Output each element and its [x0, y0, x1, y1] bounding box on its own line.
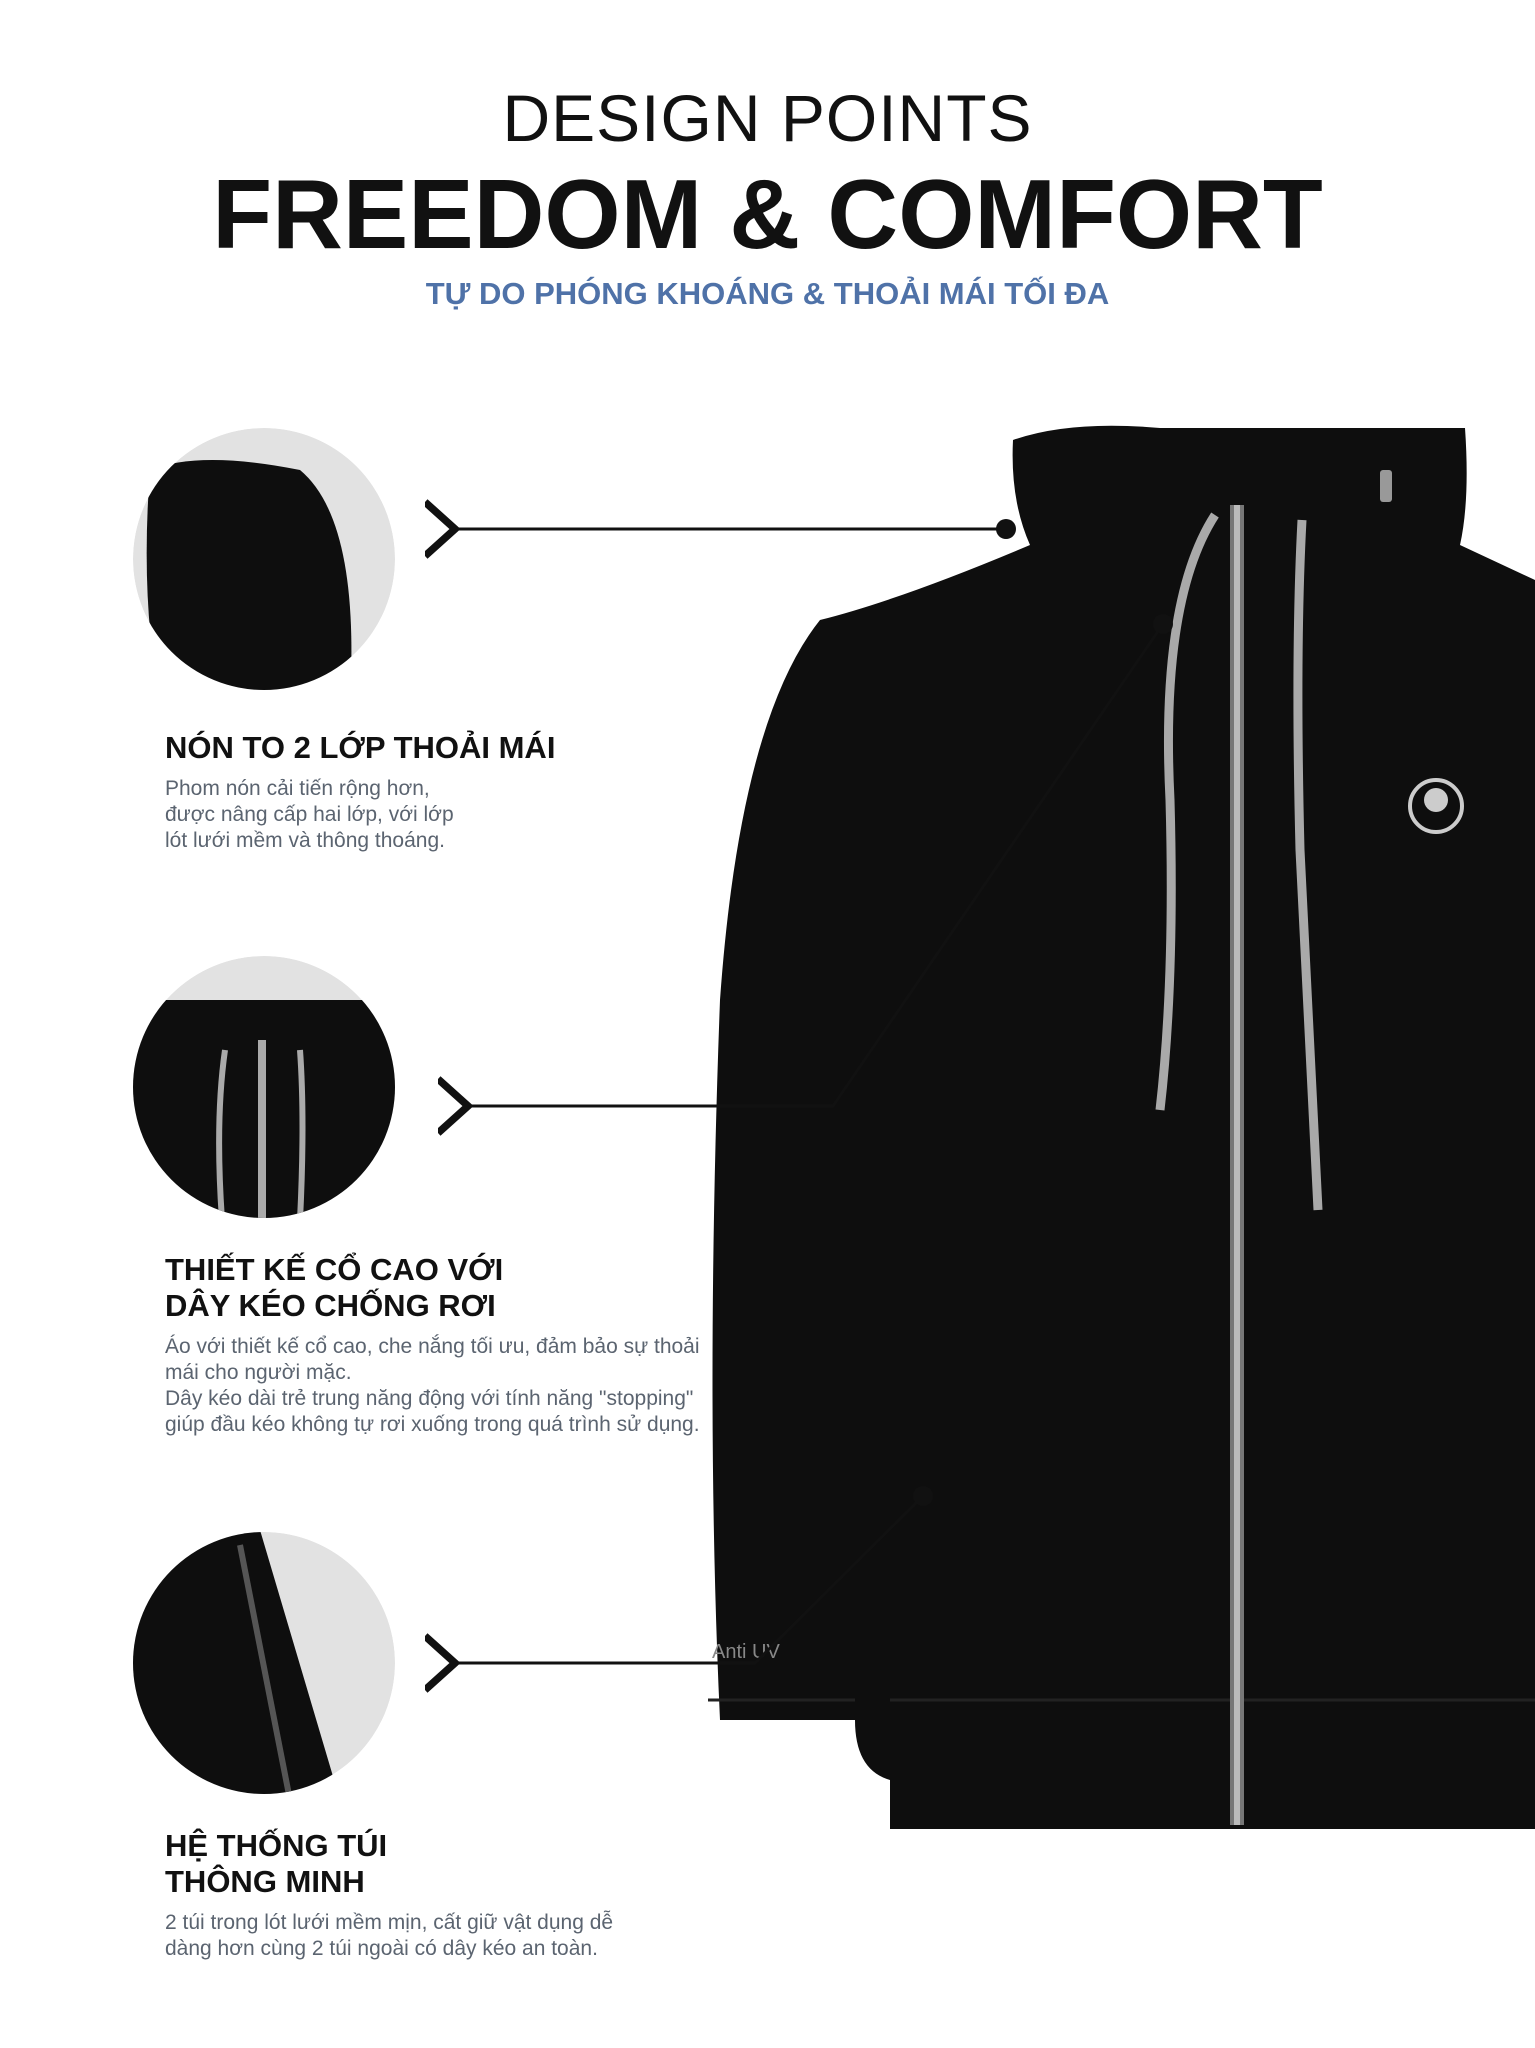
kicker: DESIGN POINTS	[502, 81, 1033, 155]
feature-body: 2 túi trong lót lưới mềm mịn, cất giữ vật dụng dễ dàng hơn cùng 2 túi ngoài có dây kéo an toàn.	[165, 1911, 614, 1960]
pocket-detail-image	[133, 1530, 395, 1800]
page-title: FREEDOM & COMFORT	[212, 159, 1323, 269]
anti-uv-label: Anti UV	[712, 1641, 780, 1663]
subtitle: TỰ DO PHÓNG KHOÁNG & THOẢI MÁI TỐI ĐA	[425, 276, 1110, 311]
feature-title: HỆ THỐNG TÚI THÔNG MINH	[165, 1828, 388, 1899]
feature-body: Áo với thiết kế cổ cao, che nắng tối ưu, đảm bảo sự thoải mái cho người mặc. Dây kéo dài trẻ trung năng động với tính năng "stopping" giúp đầu kéo không tự rơi xuống trong quá trình sử dụng.	[165, 1335, 700, 1436]
feature-body: Phom nón cải tiến rộng hơn, được nâng cấp hai lớp, với lớp lót lưới mềm và thông thoáng.	[165, 777, 454, 852]
feature-title: NÓN TO 2 LỚP THOẢI MÁI	[165, 730, 556, 765]
hood-detail-image	[133, 428, 395, 700]
collar-detail-image	[133, 956, 395, 1230]
feature-collar	[165, 1252, 725, 1438]
jacket-body	[708, 426, 1535, 1829]
feature-hood	[165, 730, 725, 854]
feature-title: THIẾT KẾ CỔ CAO VỚI DÂY KÉO CHỐNG RƠI	[165, 1252, 504, 1323]
feature-pockets	[165, 1828, 725, 1962]
